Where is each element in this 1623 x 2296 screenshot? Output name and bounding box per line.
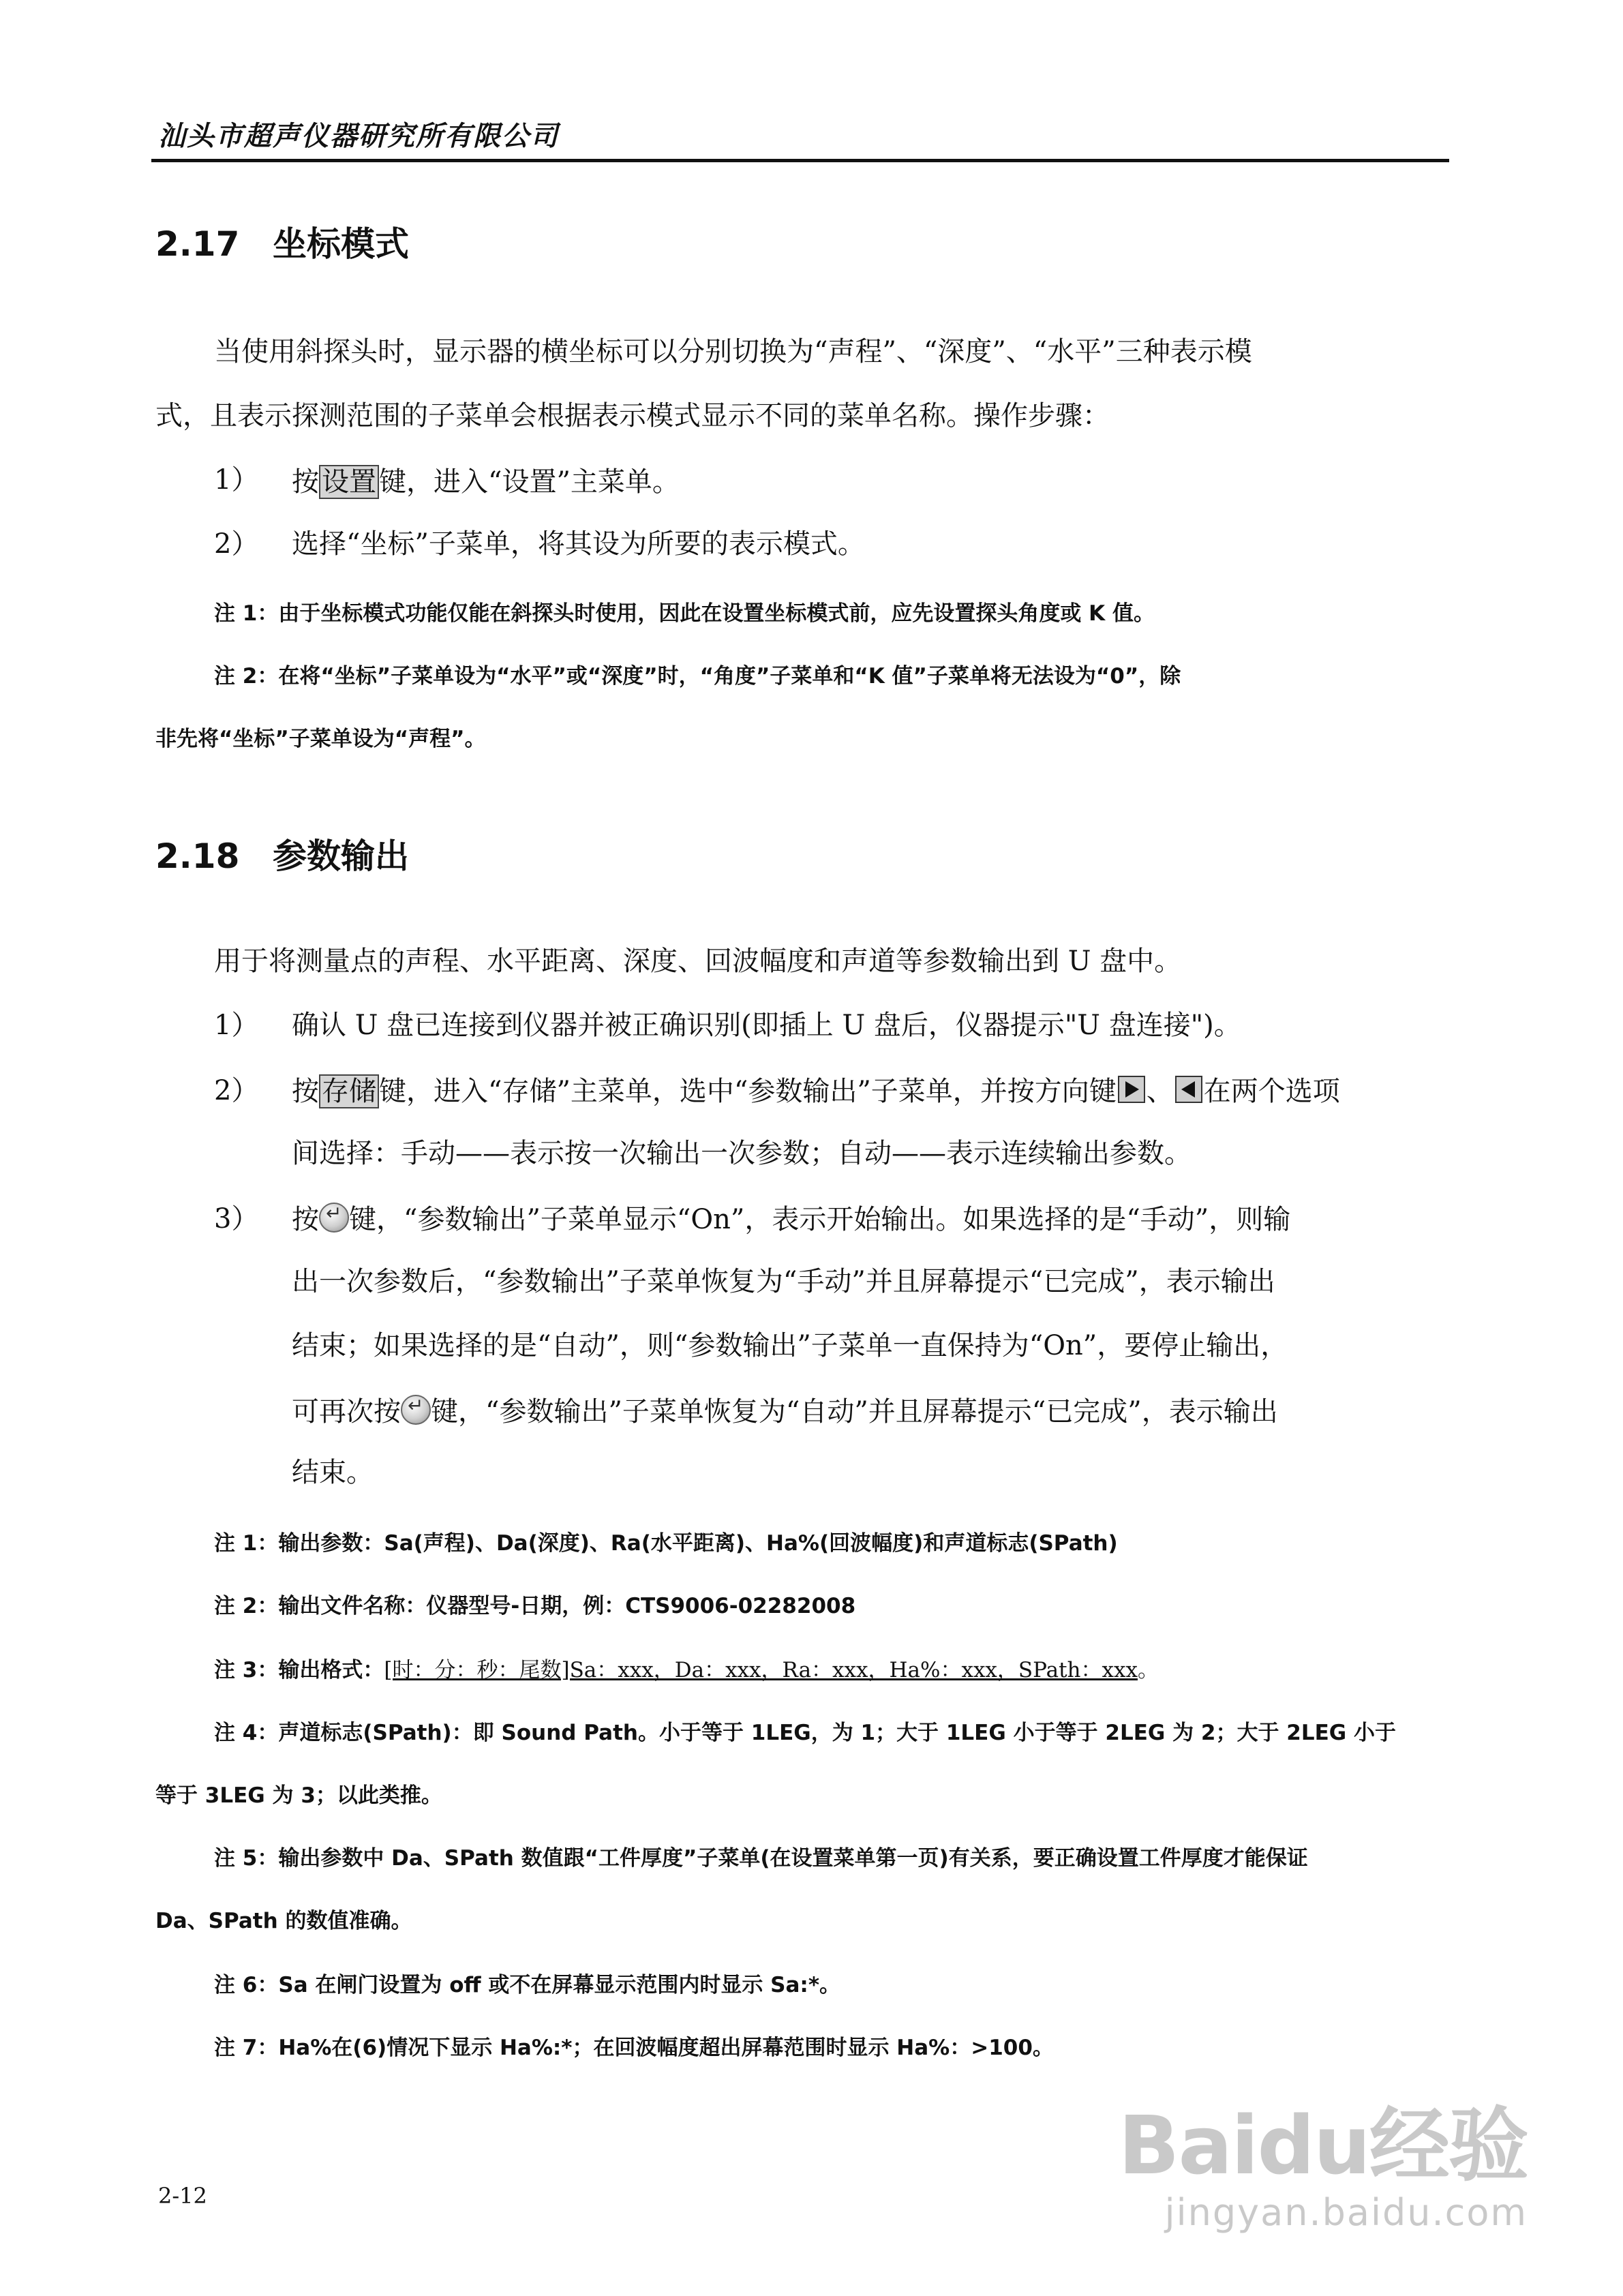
step-3-line-3: 结束；如果选择的是“自动”，则“参数输出”子菜单一直保持为“On”，要停止输出， bbox=[292, 1330, 1288, 1361]
arrow-right-key-icon bbox=[1118, 1076, 1145, 1103]
paragraph-line: 式，且表示探测范围的子菜单会根据表示模式显示不同的菜单名称。操作步骤： bbox=[155, 400, 1110, 432]
step-2-text: 选择“坐标”子菜单，将其设为所要的表示模式。 bbox=[292, 528, 865, 560]
step-1 bbox=[214, 466, 258, 494]
step-number: 2） bbox=[214, 1075, 259, 1106]
step-2-text bbox=[292, 1074, 1340, 1108]
settings-key-icon: 设置 bbox=[319, 465, 379, 499]
page-number: 2-12 bbox=[158, 2183, 207, 2209]
note: 注 6：Sa 在闸门设置为 off 或不在屏幕显示范围内时显示 Sa:*。 bbox=[214, 1973, 841, 1997]
step-number: 1） bbox=[214, 464, 259, 496]
note: 注 5：输出参数中 Da、SPath 数值跟“工件厚度”子菜单(在设置菜单第一页)有关系，要正确设置工件厚度才能保证 bbox=[214, 1846, 1308, 1871]
company-header: 汕头市超声仪器研究所有限公司 bbox=[158, 121, 559, 152]
step-number: 3） bbox=[214, 1203, 259, 1235]
section-number: 2.18 bbox=[155, 836, 240, 876]
section-heading-2-17 bbox=[155, 217, 409, 266]
header-rule bbox=[151, 159, 1449, 162]
step-number: 2） bbox=[214, 528, 259, 560]
step-3-line-4 bbox=[292, 1395, 1278, 1428]
note-continuation: 等于 3LEG 为 3；以此类推。 bbox=[155, 1783, 442, 1808]
section-number: 2.17 bbox=[155, 224, 240, 264]
step-text: 可再次按 bbox=[292, 1396, 401, 1428]
paragraph-line: 当使用斜探头时，显示器的横坐标可以分别切换为“声程”、“深度”、“水平”三种表示模 bbox=[214, 336, 1252, 367]
step-number: 1） bbox=[214, 1010, 259, 1041]
step-text: 键，“参数输出”子菜单显示“On”，表示开始输出。如果选择的是“手动”，则输 bbox=[349, 1204, 1291, 1235]
storage-key-icon: 存储 bbox=[319, 1074, 379, 1108]
note-text: 。 bbox=[1137, 1658, 1159, 1682]
paragraph-line: 用于将测量点的声程、水平距离、深度、回波幅度和声道等参数输出到 U 盘中。 bbox=[214, 946, 1182, 977]
watermark-brand: Baidu经验 bbox=[1118, 2098, 1528, 2192]
step-1-text: 确认 U 盘已连接到仪器并被正确识别(即插上 U 盘后，仪器提示"U 盘连接")。 bbox=[292, 1010, 1241, 1041]
step-3-line-5: 结束。 bbox=[292, 1457, 374, 1488]
step-text: 、 bbox=[1146, 1076, 1174, 1107]
step-text: 键，“参数输出”子菜单恢复为“自动”并且屏幕提示“已完成”，表示输出 bbox=[431, 1396, 1278, 1428]
note-continuation: Da、SPath 的数值准确。 bbox=[155, 1909, 412, 1933]
step-text: 键，进入“设置”主菜单。 bbox=[379, 466, 680, 498]
output-format: [时：分：秒：尾数]Sa：xxx，Da：xxx，Ra：xxx，Ha%：xxx，SPath：xxx bbox=[384, 1658, 1138, 1682]
step-2-line-2: 间选择：手动——表示按一次输出一次参数；自动——表示连续输出参数。 bbox=[292, 1138, 1192, 1169]
step-text: 按 bbox=[292, 466, 319, 498]
enter-key-icon bbox=[319, 1203, 349, 1233]
note: 注 2：输出文件名称：仪器型号-日期，例：CTS9006-02282008 bbox=[214, 1594, 856, 1618]
step-3-line-2: 出一次参数后，“参数输出”子菜单恢复为“手动”并且屏幕提示“已完成”，表示输出 bbox=[292, 1266, 1275, 1297]
arrow-left-key-icon bbox=[1175, 1076, 1202, 1103]
note: 注 1：由于坐标模式功能仅能在斜探头时使用，因此在设置坐标模式前，应先设置探头角度或 K 值。 bbox=[214, 601, 1155, 626]
note: 注 1：输出参数：Sa(声程)、Da(深度)、Ra(水平距离)、Ha%(回波幅度)和声道标志(SPath) bbox=[214, 1531, 1118, 1556]
section-heading-2-18 bbox=[155, 829, 409, 878]
note: 注 7：Ha%在(6)情况下显示 Ha%:*；在回波幅度超出屏幕范围时显示 Ha%：>100。 bbox=[214, 2036, 1054, 2060]
enter-key-icon bbox=[401, 1395, 431, 1425]
note-continuation: 非先将“坐标”子菜单设为“声程”。 bbox=[155, 727, 486, 751]
note bbox=[214, 1652, 1159, 1683]
step-text: 按 bbox=[292, 1204, 319, 1235]
section-title: 参数输出 bbox=[273, 836, 409, 876]
note-text: 注 3：输出格式： bbox=[214, 1658, 384, 1682]
note: 注 2：在将“坐标”子菜单设为“水平”或“深度”时，“角度”子菜单和“K 值”子菜单将无法设为“0”，除 bbox=[214, 664, 1181, 689]
step-text: 在两个选项 bbox=[1203, 1076, 1340, 1107]
step-text: 按 bbox=[292, 1076, 319, 1107]
note: 注 4：声道标志(SPath)：即 Sound Path。小于等于 1LEG，为 1；大于 1LEG 小于等于 2LEG 为 2；大于 2LEG 小于 bbox=[214, 1721, 1396, 1745]
baidu-jingyan-watermark bbox=[1119, 2081, 1528, 2234]
watermark-site: jingyan.baidu.com bbox=[1164, 2191, 1528, 2234]
section-title: 坐标模式 bbox=[273, 224, 409, 264]
step-1-text bbox=[292, 465, 680, 499]
step-text: 键，进入“存储”主菜单，选中“参数输出”子菜单，并按方向键 bbox=[379, 1076, 1117, 1107]
step-3-line-1 bbox=[292, 1203, 1290, 1233]
